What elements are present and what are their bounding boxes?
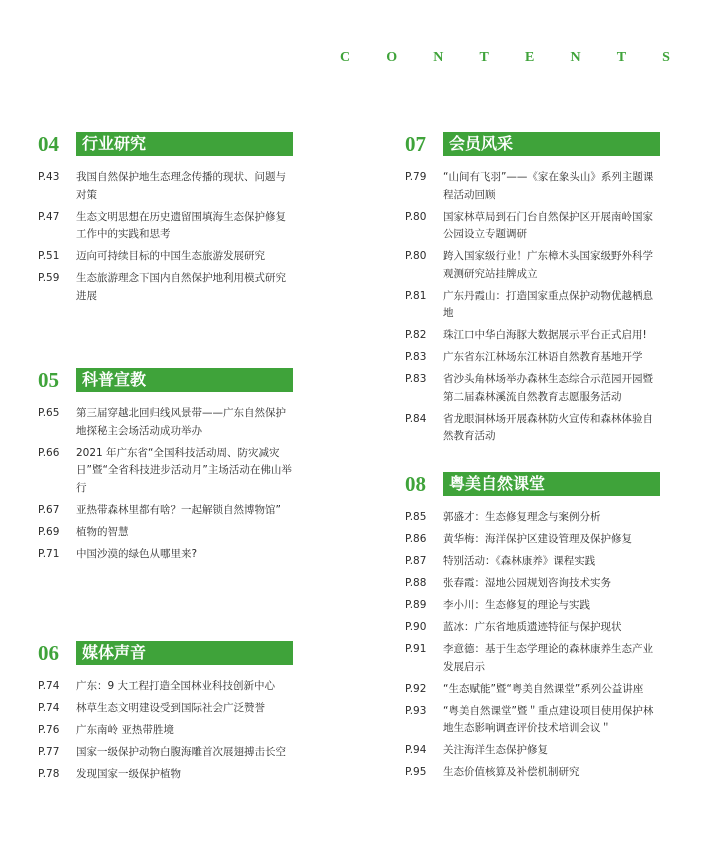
section-number: 08	[405, 472, 426, 496]
contents-letter: N	[570, 50, 581, 65]
toc-entry[interactable]	[405, 641, 660, 676]
page-number: P.91	[405, 643, 427, 655]
toc-entry[interactable]	[38, 270, 293, 305]
page-number: P.87	[405, 555, 427, 567]
toc-entry[interactable]	[405, 597, 660, 615]
toc-entry[interactable]	[38, 502, 293, 520]
contents-letter: T	[479, 50, 489, 65]
toc-entry[interactable]	[405, 764, 660, 782]
page-number: P.47	[38, 210, 60, 223]
entry-title: 植物的智慧	[76, 525, 129, 538]
entry-title: 我国自然保护地生态理念传播的现状、问题与对策	[76, 171, 286, 201]
page-number: P.78	[38, 768, 60, 780]
section-title: 媒体声音	[76, 641, 293, 665]
section-number: 06	[38, 641, 59, 665]
entry-title: 郭盛才：生态修复理念与案例分析	[443, 511, 601, 523]
page-number: P.94	[405, 744, 427, 756]
section-number: 04	[38, 132, 59, 156]
page-number: P.84	[405, 412, 427, 425]
toc-entry[interactable]	[405, 681, 660, 699]
toc-entry[interactable]	[38, 766, 293, 784]
entry-title: “山间有飞羽”——《家在象头山》系列主题课程活动回顾	[443, 171, 654, 201]
section-title: 科普宣教	[76, 368, 293, 392]
toc-entry[interactable]	[38, 700, 293, 718]
toc-entry[interactable]	[405, 169, 660, 204]
toc-entry[interactable]	[38, 744, 293, 762]
page-number: P.93	[405, 704, 427, 717]
page-number: P.80	[405, 250, 427, 262]
page-number: P.83	[405, 351, 427, 363]
page-number: P.76	[38, 724, 60, 736]
section-title: 粤美自然课堂	[443, 472, 660, 496]
page-number: P.86	[405, 533, 427, 545]
toc-entry[interactable]	[405, 411, 660, 446]
page-number: P.65	[38, 407, 60, 419]
entry-title: 林草生态文明建设受到国际社会广泛赞誉	[76, 702, 265, 714]
page-number: P.95	[405, 766, 427, 778]
page-number: P.81	[405, 289, 427, 302]
toc-entry[interactable]	[38, 722, 293, 740]
contents-letter: C	[340, 50, 351, 65]
toc-entry[interactable]	[405, 327, 660, 345]
toc-entry[interactable]	[405, 553, 660, 571]
section-header	[405, 471, 660, 497]
section-member-showcase	[405, 131, 660, 450]
entry-title: 李小川：生态修复的理论与实践	[443, 599, 590, 611]
section-title: 会员风采	[443, 132, 660, 156]
contents-letter: S	[662, 50, 670, 65]
page-number: P.88	[405, 577, 427, 589]
page-number: P.67	[38, 503, 60, 516]
section-header	[38, 131, 293, 157]
toc-entry[interactable]	[38, 445, 293, 498]
section-number: 05	[38, 368, 59, 392]
contents-heading	[340, 50, 670, 66]
contents-letter: T	[616, 50, 627, 65]
section-title: 行业研究	[76, 132, 293, 156]
entry-title: 迈向可持续目标的中国生态旅游发展研究	[76, 250, 265, 262]
entry-title: 关注海洋生态保护修复	[443, 744, 548, 756]
entry-title: “生态赋能”暨“粤美自然课堂”系列公益讲座	[443, 682, 644, 695]
toc-entry[interactable]	[38, 546, 293, 564]
toc-entry[interactable]	[405, 531, 660, 549]
section-nature-classroom	[405, 471, 660, 786]
page-number: P.80	[405, 210, 427, 223]
page-number: P.79	[405, 171, 427, 183]
entry-title: 亚热带森林里都有啥？一起解锁自然博物馆”	[76, 503, 281, 516]
entry-title: 广东丹霞山：打造国家重点保护动物优越栖息地	[443, 289, 653, 319]
toc-entry[interactable]	[405, 575, 660, 593]
page-number: P.69	[38, 525, 60, 538]
page-number: P.82	[405, 329, 427, 341]
page-number: P.66	[38, 446, 60, 459]
entry-title: 省龙眼洞林场开展森林防火宣传和森林体验自然教育活动	[443, 412, 653, 442]
entry-title: 珠江口中华白海豚大数据展示平台正式启用!	[443, 329, 647, 341]
page-number: P.74	[38, 680, 60, 692]
entry-title: 特别活动：《森林康养》课程实践	[443, 555, 596, 567]
page-number: P.71	[38, 547, 60, 560]
toc-entry[interactable]	[38, 248, 293, 266]
entry-title: 国家一级保护动物白腹海雕首次展翅搏击长空	[76, 746, 286, 758]
page-number: P.90	[405, 621, 427, 633]
toc-entry[interactable]	[405, 742, 660, 760]
toc-entry[interactable]	[405, 619, 660, 637]
section-science-education	[38, 367, 293, 568]
toc-entry[interactable]	[38, 524, 293, 542]
entry-title: 李意德：基于生态学理论的森林康养生态产业发展启示	[443, 643, 653, 673]
entry-title: 广东南岭 亚热带胜境	[76, 724, 174, 736]
toc-entry[interactable]	[405, 288, 660, 323]
toc-entry[interactable]	[405, 371, 660, 406]
entry-title: “粤美自然课堂”暨＂重点建设项目使用保护林地生态影响调查评价技术培训会议＂	[443, 704, 654, 734]
toc-entry[interactable]	[38, 678, 293, 696]
entry-title: 生态旅游理念下国内自然保护地利用模式研究进展	[76, 272, 286, 302]
page-number: P.89	[405, 599, 427, 611]
page-number: P.92	[405, 682, 427, 695]
page-number: P.77	[38, 746, 60, 758]
toc-entry[interactable]	[38, 169, 293, 204]
toc-entry[interactable]	[405, 209, 660, 244]
page-number: P.83	[405, 373, 427, 385]
entry-title: 生态文明思想在历史遗留围填海生态保护修复工作中的实践和思考	[76, 210, 286, 240]
entry-title: 广东：9 大工程打造全国林业科技创新中心	[76, 680, 276, 692]
entry-title: 发现国家一级保护植物	[76, 768, 181, 780]
entry-title: 第三届穿越北回归线风景带——广东自然保护地探秘主会场活动成功举办	[76, 407, 286, 437]
page-number: P.85	[405, 511, 427, 523]
section-media-voices	[38, 640, 293, 788]
entry-title: 中国沙漠的绿色从哪里来?	[76, 547, 198, 560]
toc-entry[interactable]	[405, 349, 660, 367]
entry-title: 黄华梅：海洋保护区建设管理及保护修复	[443, 533, 632, 545]
section-industry-research	[38, 131, 293, 310]
entry-title: 张春霞：湿地公园规划咨询技术实务	[443, 577, 611, 589]
section-header	[38, 367, 293, 393]
entry-title: 广东省东江林场东江林语自然教育基地开学	[443, 351, 643, 363]
entry-title: 生态价值核算及补偿机制研究	[443, 766, 580, 778]
section-number: 07	[405, 132, 426, 156]
toc-entry[interactable]	[405, 703, 660, 738]
section-header	[38, 640, 293, 666]
entry-title: 跨入国家级行业！广东樟木头国家级野外科学观测研究站挂牌成立	[443, 250, 653, 280]
page-number: P.43	[38, 171, 60, 183]
entry-title: 2021 年广东省“全国科技活动周、防灾减灾日”暨“全省科技进步活动月”主场活动在佛山举行	[76, 446, 292, 494]
toc-entry[interactable]	[405, 248, 660, 283]
contents-letter: O	[386, 50, 398, 65]
page-number: P.59	[38, 272, 60, 284]
page-number: P.51	[38, 250, 60, 262]
toc-entry[interactable]	[405, 509, 660, 527]
page-number: P.74	[38, 702, 60, 714]
toc-entry[interactable]	[38, 405, 293, 440]
contents-letter: E	[524, 50, 535, 65]
entry-title: 省沙头角林场举办森林生态综合示范园开园暨第二届森林溪流自然教育志愿服务活动	[443, 373, 653, 403]
contents-letter: N	[433, 50, 444, 65]
section-header	[405, 131, 660, 157]
entry-title: 国家林草局到石门台自然保护区开展南岭国家公园设立专题调研	[443, 210, 653, 240]
toc-entry[interactable]	[38, 209, 293, 244]
entry-title: 蓝冰：广东省地质遗迹特征与保护现状	[443, 621, 622, 633]
